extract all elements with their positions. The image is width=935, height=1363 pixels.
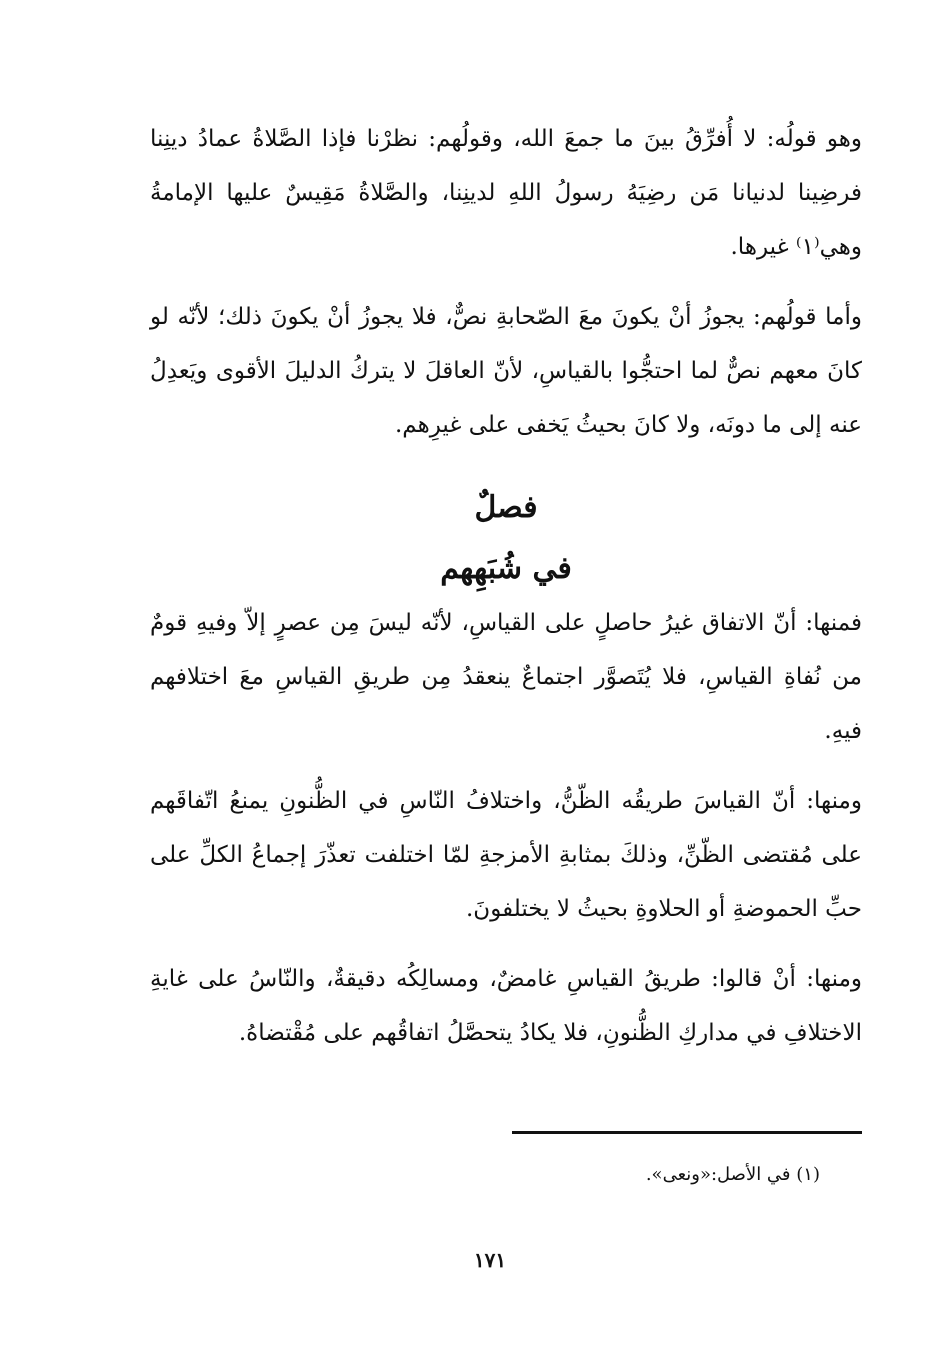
section-subheading: في شُبَهِهم [440, 551, 572, 586]
footnote: (١) في الأصل:«ونعى». [645, 1164, 820, 1185]
page-number: ١٧١ [473, 1248, 507, 1272]
paragraph-1: وهو قولُه: لا أُفرِّقُ بينَ ما جمعَ الله، وقولُهم: نظرْنا فإذا الصَّلاةُ عمادُ دينِنا فرضِينا لدنيانا مَن رضِيَهُ رسولُ اللهِ لدينِنا، والصَّلاةُ مَقِيسٌ عليها الإمامةُ وهي⁽١⁾ غيرها. [150, 126, 862, 260]
section-paragraph-1: فمنها: أنّ الاتفاق غيرُ حاصلٍ على القياسِ، لأنّه ليسَ مِن عصرٍ إلاّ وفيهِ قومٌ من نُفاةِ القياسِ، فلا يُتَصوَّر اجتماعٌ ينعقدُ مِن طريقِ القياسِ معَ اختلافهم فيهِ. [150, 610, 862, 744]
paragraph-2: وأما قولُهم: يجوزُ أنْ يكونَ معَ الصّحابةِ نصٌّ، فلا يجوزُ أنْ يكونَ ذلك؛ لأنّه لو كانَ معهم نصٌّ لما احتجُّوا بالقياسِ، لأنّ العاقلَ لا يتركُ الدليلَ الأقوى ويَعدِلُ عنه إلى ما دونَه، ولا كانَ بحيثُ يَخفى على غيرِهم. [150, 304, 862, 438]
footnote-divider [512, 1131, 862, 1134]
section-paragraph-2: ومنها: أنّ القياسَ طريقُه الظّنُّ، واختلافُ النّاسِ في الظُّنونِ يمنعُ اتّفاقَهم على مُقتضى الظّنِّ، وذلكَ بمثابةِ الأمزجةِ لمّا اختلفت تعذّرَ إجماعُ الكلِّ على حبِّ الحموضةِ أو الحلاوةِ بحيثُ لا يختلفونَ. [150, 788, 862, 922]
section-paragraph-3: ومنها: أنْ قالوا: طريقُ القياسِ غامضٌ، ومسالِكُه دقيقةٌ، والنّاسُ على غايةِ الاختلافِ في مداركِ الظُّنونِ، فلا يكادُ يتحصَّلُ اتفاقُهم على مُقْتضاهُ. [150, 966, 862, 1046]
section-heading: فصلٌ [474, 490, 538, 525]
page-body [150, 112, 862, 1060]
